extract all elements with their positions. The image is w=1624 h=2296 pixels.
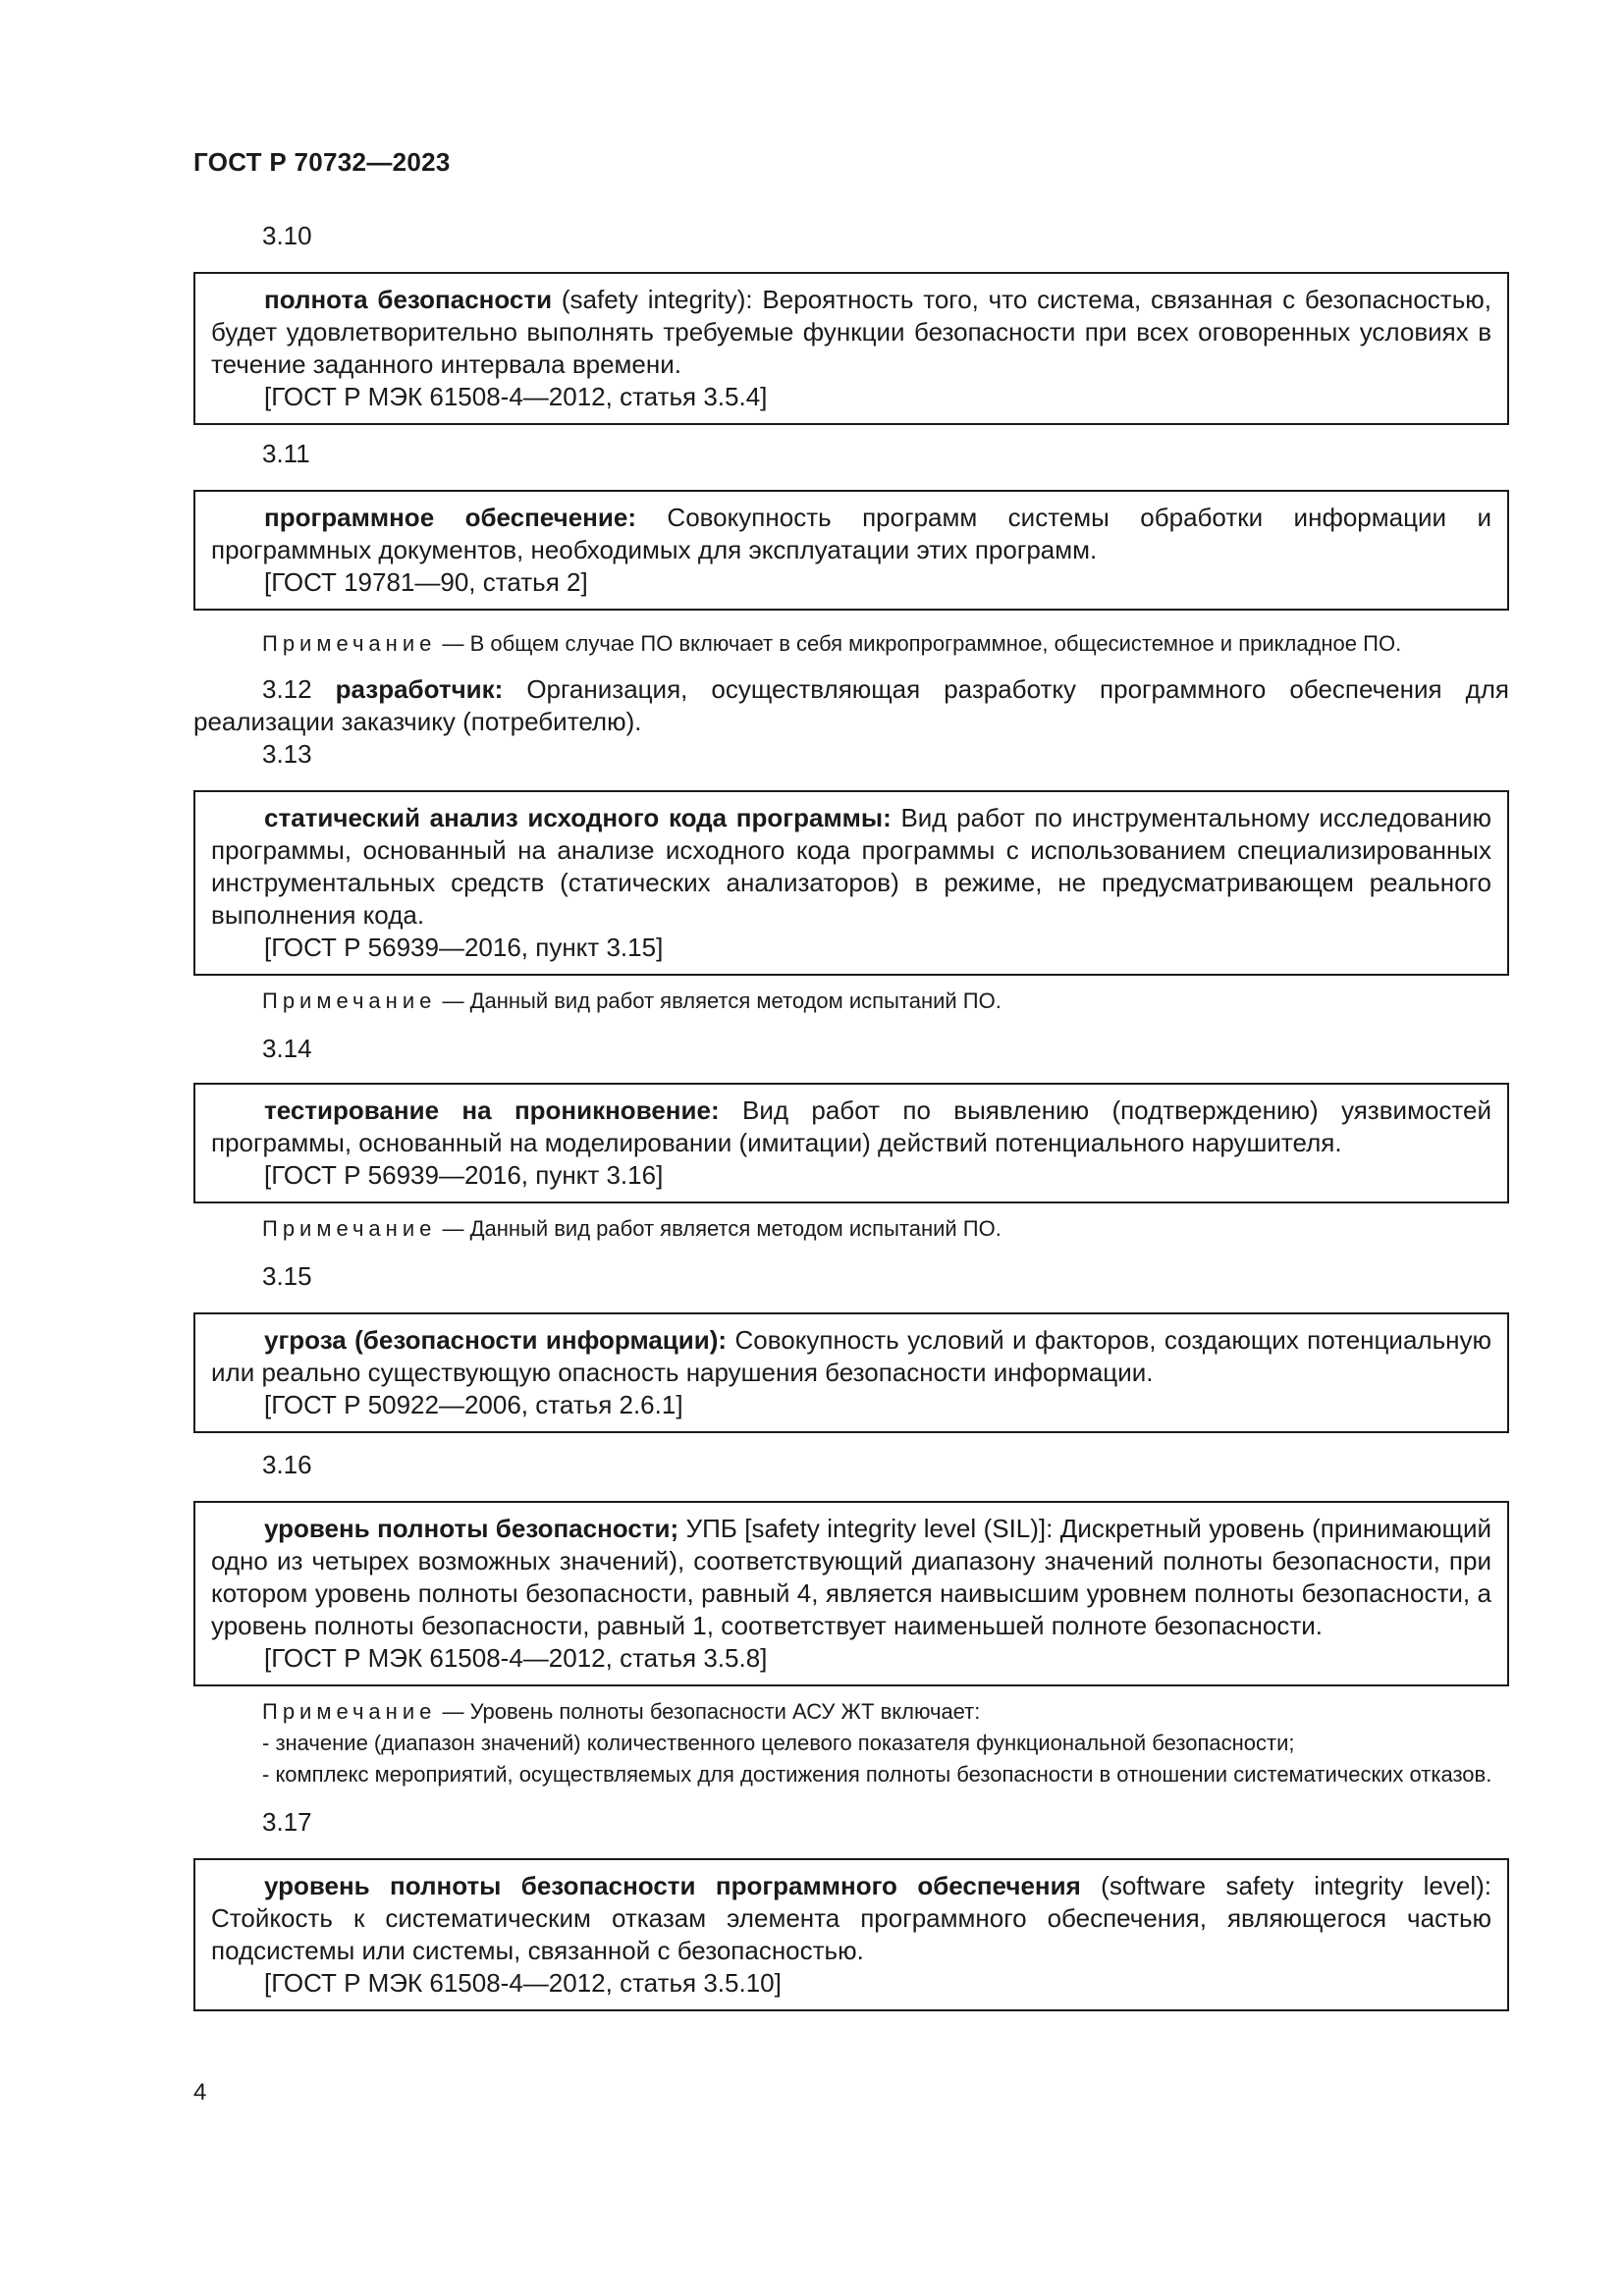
term-number: 3.15 <box>262 1261 312 1291</box>
term-box <box>193 790 1509 976</box>
term-number: 3.12 <box>262 674 312 704</box>
term-definition: Вид работ по выявлению (подтверждению) уязвимостей программы, основанный на моделировании (имитации) действий потенциального нарушителя. <box>211 1095 1491 1157</box>
term-title: полнота безопасности <box>264 285 553 314</box>
term-source: [ГОСТ 19781—90, статья 2] <box>264 567 588 597</box>
term-title: статический анализ исходного кода программы: <box>264 803 892 832</box>
term-box <box>193 272 1509 425</box>
term-title: уровень полноты безопасности программного обеспечения <box>264 1871 1081 1900</box>
note-label: Примечание <box>262 988 437 1013</box>
term-source: [ГОСТ Р МЭК 61508-4—2012, статья 3.5.8] <box>264 1643 768 1673</box>
term-number: 3.13 <box>262 739 312 769</box>
note-text: — Уровень полноты безопасности АСУ ЖТ включает: <box>436 1699 981 1724</box>
term-box <box>193 1858 1509 2011</box>
note <box>193 1213 1509 1245</box>
term-definition: Совокупность условий и факторов, создающих потенциальную или реально существующую опасность нарушения безопасности информации. <box>211 1325 1491 1387</box>
note-list-item: - значение (диапазон значений) количественного целевого показателя функциональной безопасности; <box>262 1731 1295 1755</box>
term-definition: Совокупность программ системы обработки информации и программных документов, необходимых для эксплуатации этих программ. <box>211 503 1491 564</box>
document-body <box>193 220 1509 2011</box>
note-text: — В общем случае ПО включает в себя микропрограммное, общесистемное и прикладное ПО. <box>436 631 1402 656</box>
term-definition: Вид работ по инструментальному исследованию программы, основанный на анализе исходного кода программы с использованием специализированных инструментальных средств (статических анализаторов) в режиме, не предусматривающем реального выполнения кода. <box>211 803 1492 930</box>
note-label: Примечание <box>262 1216 437 1241</box>
term-source: [ГОСТ Р МЭК 61508-4—2012, статья 3.5.10] <box>264 1968 782 1998</box>
term-box <box>193 1501 1509 1686</box>
term-title: угроза (безопасности информации): <box>264 1325 728 1355</box>
term-number: 3.10 <box>262 221 312 250</box>
note-text: — Данный вид работ является методом испытаний ПО. <box>436 1216 1001 1241</box>
term-number: 3.14 <box>262 1034 312 1063</box>
term-title: тестирование на проникновение: <box>264 1095 720 1125</box>
term-definition: (safety integrity): Вероятность того, что система, связанная с безопасностью, будет удовлетворительно выполнять требуемые функции безопасности при всех оговоренных условиях в течение заданного интервала времени. <box>211 285 1491 379</box>
term-title: разработчик: <box>335 674 504 704</box>
term-number: 3.11 <box>262 439 310 468</box>
term-box <box>193 1083 1509 1203</box>
term-title: уровень полноты безопасности; <box>264 1514 679 1543</box>
term-source: [ГОСТ Р 50922—2006, статья 2.6.1] <box>264 1390 683 1419</box>
term-box <box>193 1312 1509 1433</box>
term-title: программное обеспечение: <box>264 503 636 532</box>
note-text: — Данный вид работ является методом испытаний ПО. <box>436 988 1001 1013</box>
page-number: 4 <box>193 2079 207 2106</box>
term-source: [ГОСТ Р 56939—2016, пункт 3.15] <box>264 933 664 962</box>
term-source: [ГОСТ Р МЭК 61508-4—2012, статья 3.5.4] <box>264 382 768 411</box>
term-definition: УПБ [safety integrity level (SIL)]: Дискретный уровень (принимающий одно из четырех возможных значений), соответствующий диапазону значений полноты безопасности, при котором уровень полноты безопасности, равный 4, является наивысшим уровнем полноты безопасности, а уровень полноты безопасности, равный 1, соответствует наименьшей полноте безопасности. <box>211 1514 1491 1640</box>
term-number: 3.17 <box>262 1807 312 1837</box>
note-list-item: - комплекс мероприятий, осуществляемых для достижения полноты безопасности в отношении систематических отказов. <box>262 1762 1492 1787</box>
note-label: Примечание <box>262 1699 437 1724</box>
note <box>193 1696 1509 1790</box>
term-definition: (software safety integrity level): Стойкость к систематическим отказам элемента программного обеспечения, являющегося частью подсистемы или системы, связанной с безопасностью. <box>211 1871 1492 1965</box>
note <box>193 628 1509 660</box>
note <box>193 986 1509 1017</box>
note-label: Примечание <box>262 631 437 656</box>
term-source: [ГОСТ Р 56939—2016, пункт 3.16] <box>264 1160 664 1190</box>
term-number: 3.16 <box>262 1450 312 1479</box>
document-header: ГОСТ Р 70732—2023 <box>193 147 451 177</box>
term-paragraph <box>193 673 1509 738</box>
term-definition: Организация, осуществляющая разработку программного обеспечения для реализации заказчику (потребителю). <box>193 674 1509 736</box>
term-box <box>193 490 1509 611</box>
